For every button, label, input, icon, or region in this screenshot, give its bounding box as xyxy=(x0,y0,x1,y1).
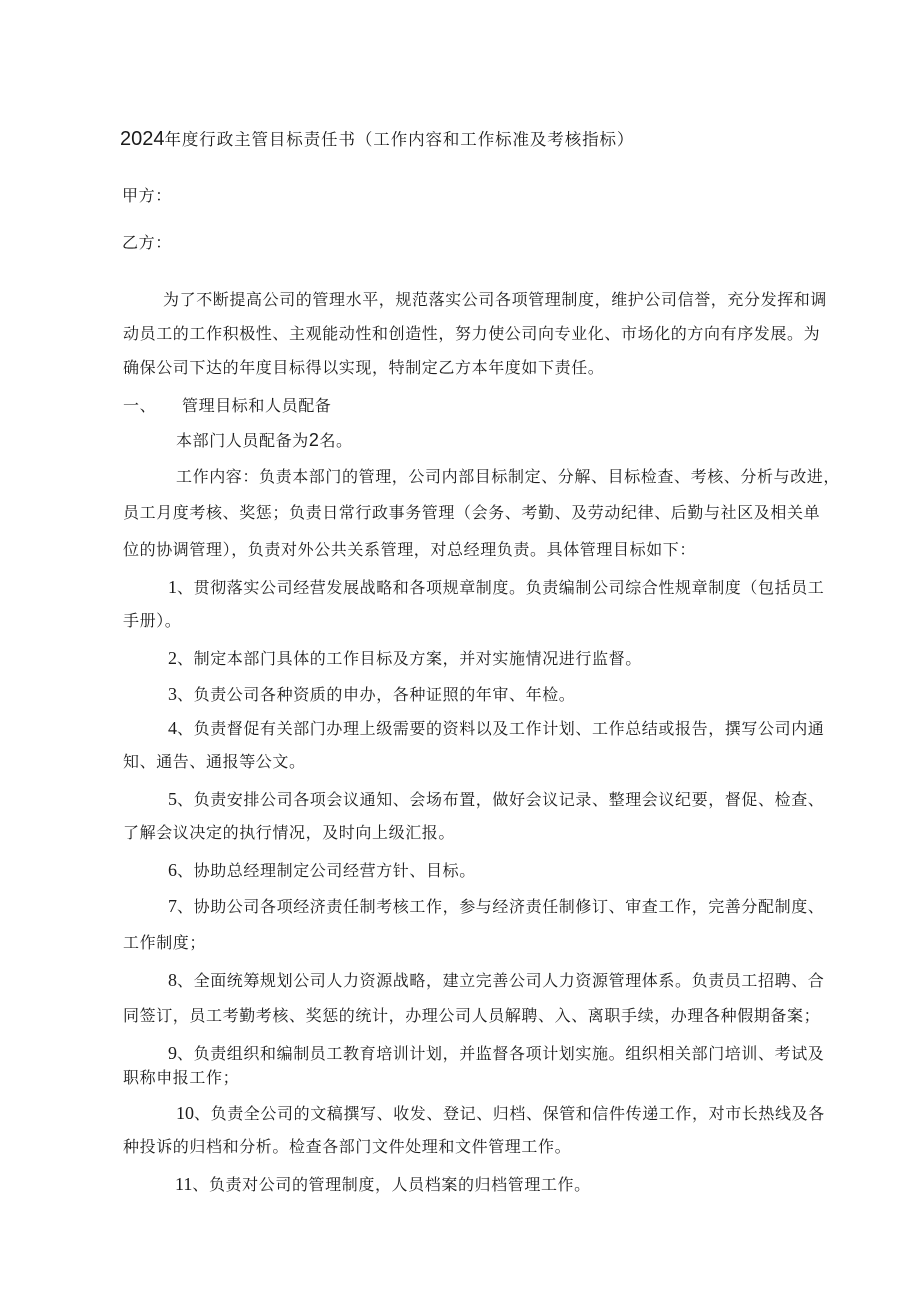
list-item-8-line-2: 同签订，员工考勤考核、奖惩的统计，办理公司人员解聘、入、离职手续，办理各种假期备案； xyxy=(123,1006,821,1025)
list-item-5-line-2: 了解会议决定的执行情况，及时向上级汇报。 xyxy=(123,823,456,842)
list-item-text: 、负责对公司的管理制度，人员档案的归档管理工作。 xyxy=(192,1175,591,1194)
staffing-line xyxy=(176,430,353,451)
list-item-text: 、制定本部门具体的工作目标及方案，并对实施情况进行监督。 xyxy=(177,649,642,668)
intro-line-1: 为了不断提高公司的管理水平，规范落实公司各项管理制度，维护公司信誉，充分发挥和调 xyxy=(163,290,828,309)
list-item-10-line-2: 种投诉的归档和分析。检查各部门文件处理和文件管理工作。 xyxy=(123,1137,572,1156)
list-item-4-line-1 xyxy=(168,718,824,739)
list-item-10-line-1 xyxy=(176,1103,825,1124)
list-item-text: 、负责督促有关部门办理上级需要的资料以及工作计划、工作总结或报告，撰写公司内通 xyxy=(177,719,825,738)
list-item-text: 、贯彻落实公司经营发展战略和各项规章制度。负责编制公司综合性规章制度（包括员工 xyxy=(177,578,825,597)
document-title xyxy=(120,128,634,151)
list-item-text: 、全面统筹规划公司人力资源战略，建立完善公司人力资源管理体系。负责员工招聘、合 xyxy=(177,971,825,990)
list-item-6 xyxy=(168,860,476,881)
list-item-number: 2 xyxy=(168,648,177,668)
work-content-line-3: 位的协调管理），负责对外公共关系管理，对总经理负责。具体管理目标如下： xyxy=(123,540,697,559)
section-1-heading: 管理目标和人员配备 xyxy=(182,396,332,415)
list-item-number: 8 xyxy=(168,970,177,990)
list-item-5-line-1 xyxy=(168,789,824,810)
list-item-number: 1 xyxy=(168,577,177,597)
list-item-number: 4 xyxy=(168,718,177,738)
intro-line-3: 确保公司下达的年度目标得以实现，特制定乙方本年度如下责任。 xyxy=(123,358,605,377)
list-item-number: 7 xyxy=(168,896,177,916)
list-item-number: 11 xyxy=(175,1174,193,1194)
list-item-number: 10 xyxy=(176,1103,194,1123)
staffing-prefix: 本部门人员配备为 xyxy=(176,431,309,450)
party-b-label: 乙方： xyxy=(122,233,172,252)
list-item-number: 5 xyxy=(168,789,177,809)
list-item-7-line-2: 工作制度； xyxy=(123,933,207,952)
list-item-1-line-2: 手册）。 xyxy=(123,611,182,630)
list-item-9-line-2: 职称申报工作； xyxy=(123,1068,240,1087)
list-item-text: 、负责公司各种资质的申办，各种证照的年审、年检。 xyxy=(177,685,576,704)
section-1-number: 一、 xyxy=(123,396,157,415)
list-item-3 xyxy=(168,684,575,705)
work-content-line-1: 工作内容：负责本部门的管理，公司内部目标制定、分解、目标检查、考核、分析与改进， xyxy=(176,467,841,486)
list-item-text: 、协助总经理制定公司经营方针、目标。 xyxy=(177,861,476,880)
title-text: 年度行政主管目标责任书（工作内容和工作标准及考核指标） xyxy=(164,130,635,149)
list-item-2 xyxy=(168,648,642,669)
list-item-text: 、负责全公司的文稿撰写、收发、登记、归档、保管和信件传递工作，对市长热线及各 xyxy=(194,1104,825,1123)
list-item-text: 、负责安排公司各项会议通知、会场布置，做好会议记录、整理会议纪要，督促、检查、 xyxy=(177,790,825,809)
list-item-8-line-1 xyxy=(168,970,824,991)
list-item-7-line-1 xyxy=(168,896,824,917)
list-item-9-line-1 xyxy=(168,1043,824,1064)
list-item-text: 、协助公司各项经济责任制考核工作，参与经济责任制修订、审查工作，完善分配制度、 xyxy=(177,897,825,916)
list-item-number: 6 xyxy=(168,860,177,880)
list-item-1-line-1 xyxy=(168,577,824,598)
work-content-line-2: 员工月度考核、奖惩；负责日常行政事务管理（会务、考勤、及劳动纪律、后勤与社区及相关单 xyxy=(123,503,821,522)
list-item-11 xyxy=(175,1174,591,1195)
party-a-label: 甲方： xyxy=(122,186,172,205)
intro-line-2: 动员工的工作积极性、主观能动性和创造性，努力使公司向专业化、市场化的方向有序发展。为 xyxy=(123,324,821,343)
staffing-count: 2 xyxy=(308,430,320,450)
list-item-text: 、负责组织和编制员工教育培训计划，并监督各项计划实施。组织相关部门培训、考试及 xyxy=(177,1044,825,1063)
list-item-number: 3 xyxy=(168,684,177,704)
list-item-4-line-2: 知、通告、通报等公文。 xyxy=(123,752,306,771)
list-item-number: 9 xyxy=(168,1043,177,1063)
title-year: 2024 xyxy=(120,128,165,150)
staffing-suffix: 名。 xyxy=(319,431,353,450)
